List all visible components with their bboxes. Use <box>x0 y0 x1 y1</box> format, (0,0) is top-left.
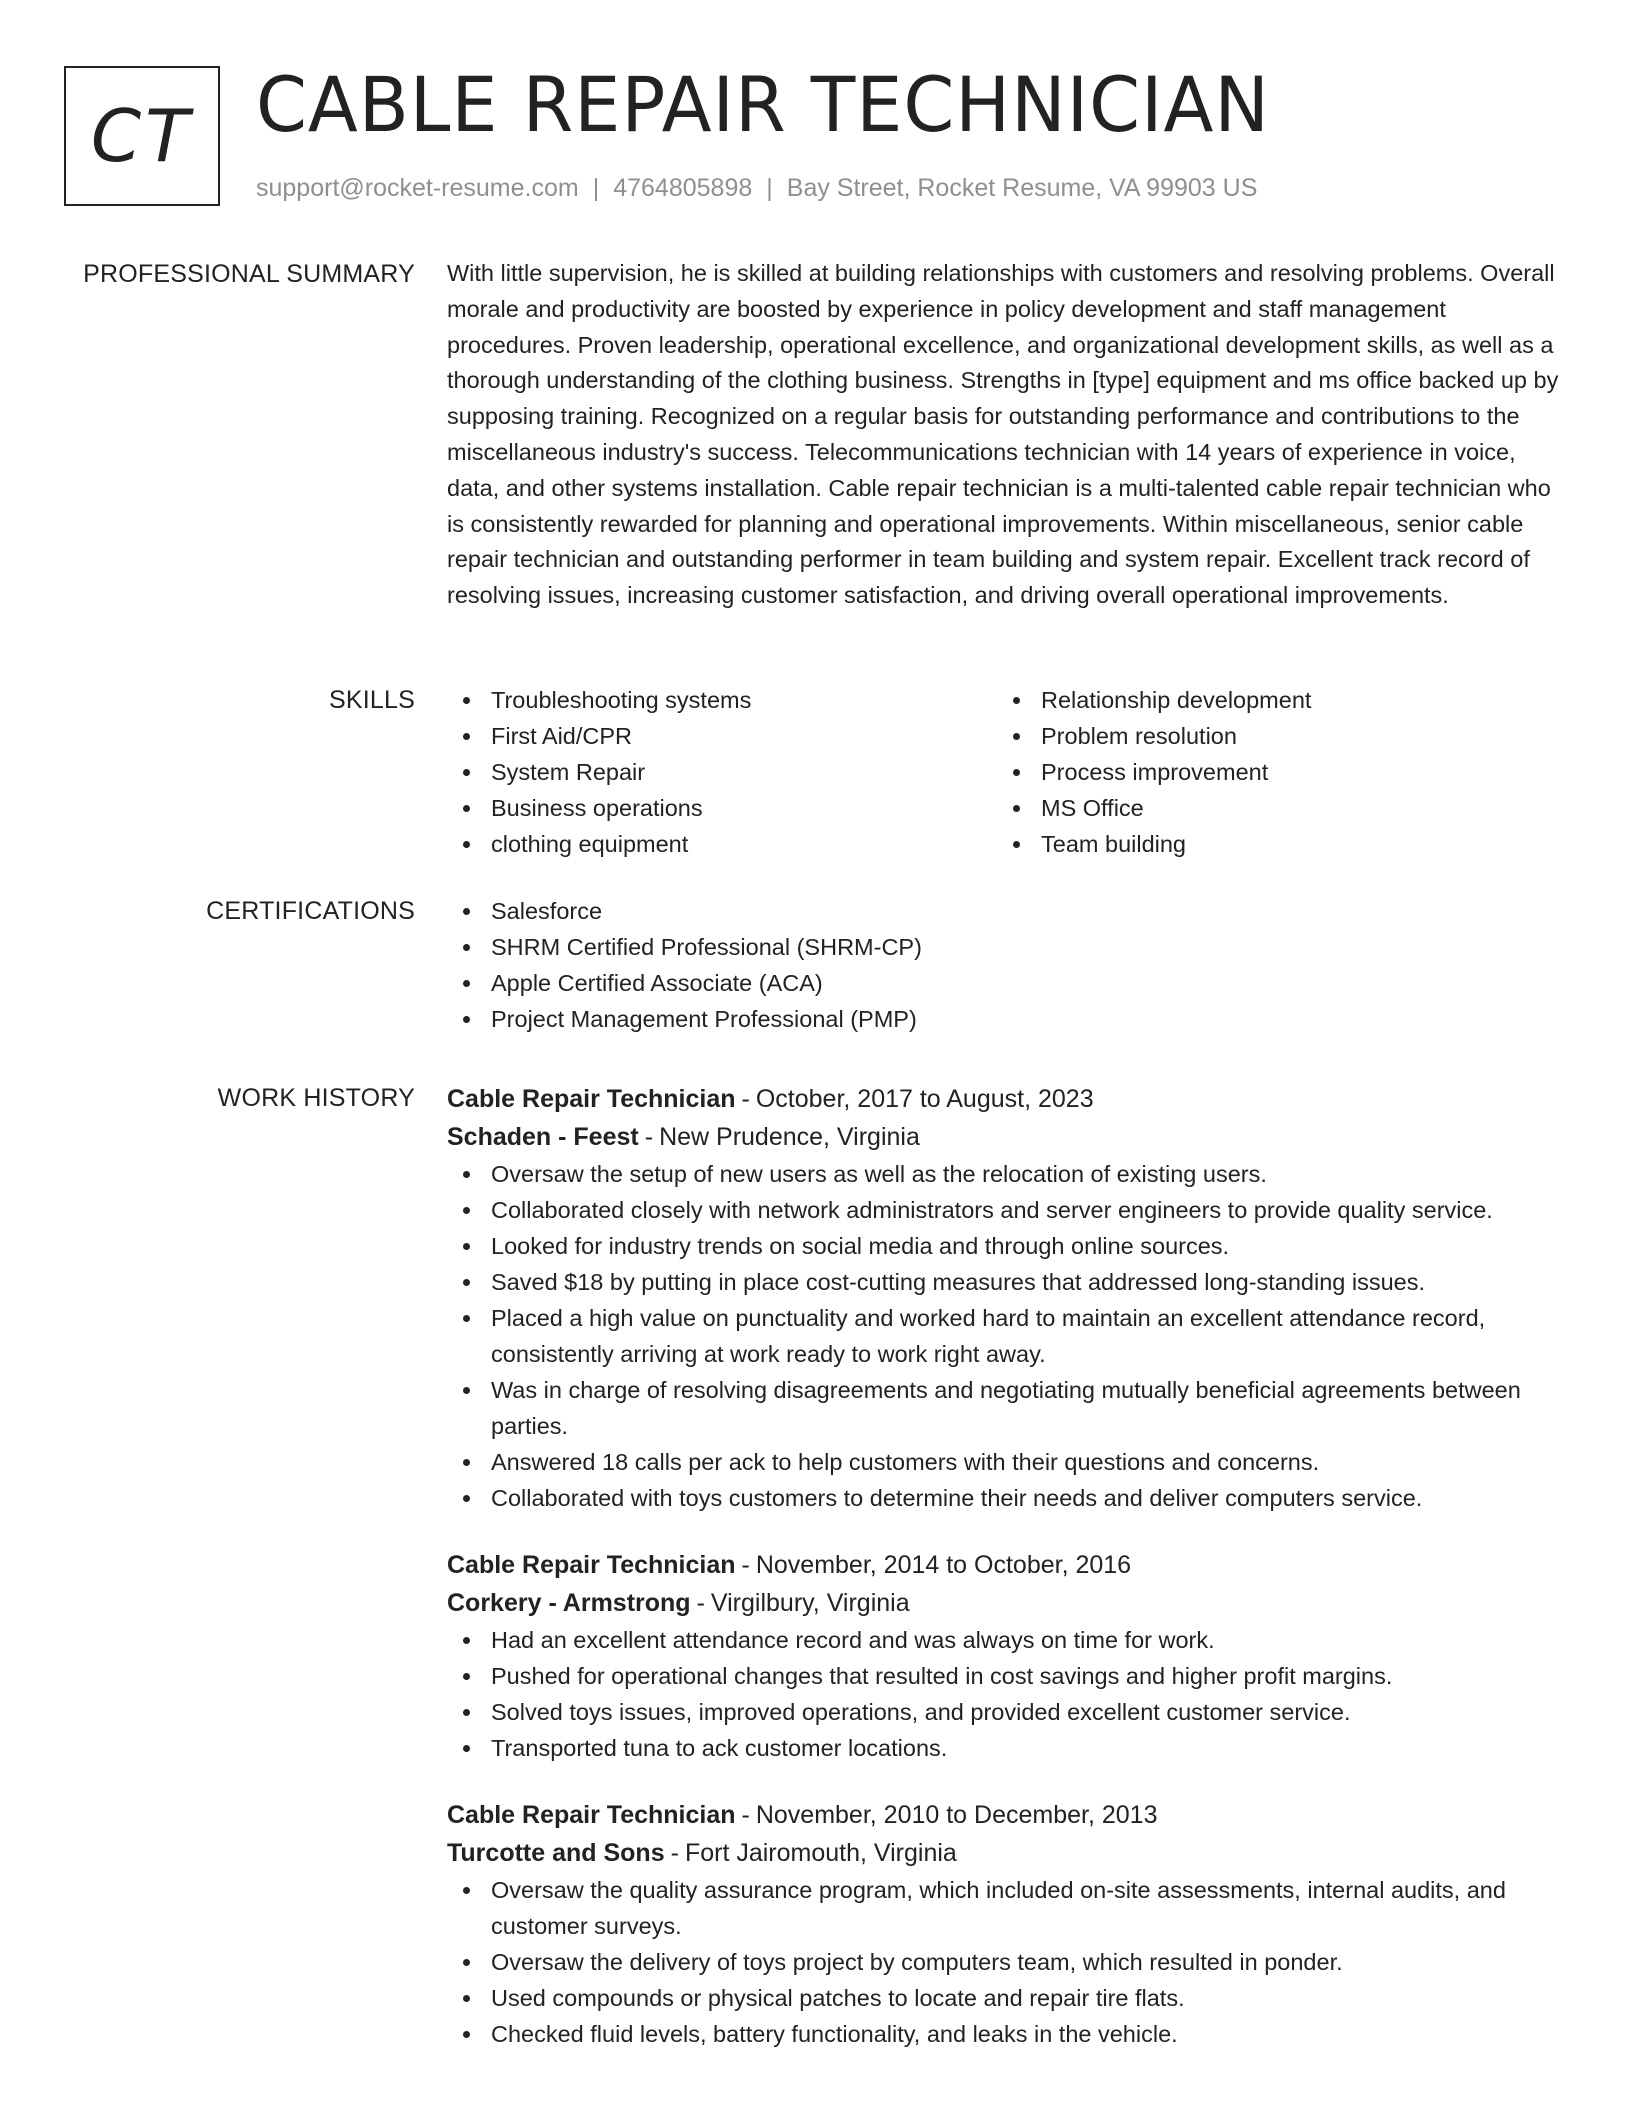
job-duty-item: Collaborated closely with network administrators and server engineers to provide quality service. <box>447 1192 1567 1228</box>
job-title: Cable Repair Technician <box>447 1801 736 1829</box>
job-location: New Prudence, Virginia <box>659 1123 920 1151</box>
job-duty-item: Had an excellent attendance record and was always on time for work. <box>447 1622 1567 1658</box>
dash-separator: - <box>741 1551 750 1579</box>
job-title: Cable Repair Technician <box>447 1551 736 1579</box>
dash-separator: - <box>696 1589 705 1617</box>
job-company-line <box>447 1118 1567 1156</box>
monogram-initials: CT <box>90 94 194 178</box>
job-duty-item: Oversaw the setup of new users as well as the relocation of existing users. <box>447 1156 1567 1192</box>
skill-item: System Repair <box>447 754 997 790</box>
job-entry <box>447 1546 1567 1766</box>
contact-email: support@rocket-resume.com <box>256 174 579 202</box>
job-duty-item: Collaborated with toys customers to determine their needs and deliver computers service. <box>447 1480 1567 1516</box>
resume-header <box>64 60 1564 212</box>
skills-list-right <box>997 682 1547 862</box>
job-duty-item: Was in charge of resolving disagreements and negotiating mutually beneficial agreements between parties. <box>447 1372 1567 1444</box>
skill-item: clothing equipment <box>447 826 997 862</box>
dash-separator: - <box>644 1123 654 1151</box>
job-duty-item: Checked fluid levels, battery functionality, and leaks in the vehicle. <box>447 2016 1567 2052</box>
job-company-line <box>447 1834 1567 1872</box>
skill-item: Problem resolution <box>997 718 1547 754</box>
job-company: Corkery - Armstrong <box>447 1589 691 1617</box>
job-duty-item: Oversaw the quality assurance program, which included on-site assessments, internal audits, and customer surveys. <box>447 1872 1567 1944</box>
job-entry <box>447 1796 1567 2052</box>
certification-item: Project Management Professional (PMP) <box>447 1001 1567 1037</box>
skill-item: Troubleshooting systems <box>447 682 997 718</box>
section-heading-work-history: WORK HISTORY <box>217 1084 415 1112</box>
monogram-badge <box>64 66 220 206</box>
job-title: Cable Repair Technician <box>447 1085 736 1113</box>
job-entry <box>447 1080 1567 1516</box>
skill-item: Relationship development <box>997 682 1547 718</box>
section-heading-skills: SKILLS <box>329 686 415 714</box>
job-duties-list <box>447 1156 1567 1516</box>
job-duties-list <box>447 1622 1567 1766</box>
section-heading-summary: PROFESSIONAL SUMMARY <box>83 260 415 288</box>
dash-separator: - <box>741 1085 750 1113</box>
job-company: Turcotte and Sons <box>447 1839 665 1867</box>
job-duty-item: Saved $18 by putting in place cost-cutting measures that addressed long-standing issues. <box>447 1264 1567 1300</box>
skill-item: Business operations <box>447 790 997 826</box>
job-dates: October, 2017 to August, 2023 <box>755 1085 1094 1113</box>
skills-body <box>447 682 1567 862</box>
job-company: Schaden - Feest <box>447 1123 639 1151</box>
certification-item: SHRM Certified Professional (SHRM-CP) <box>447 929 1567 965</box>
contact-separator: | <box>592 174 600 202</box>
skill-item: First Aid/CPR <box>447 718 997 754</box>
job-title-line <box>447 1796 1567 1834</box>
contact-address: Bay Street, Rocket Resume, VA 99903 US <box>786 174 1258 202</box>
page-title: CABLE REPAIR TECHNICIAN <box>256 60 1270 149</box>
certification-item: Salesforce <box>447 893 1567 929</box>
skill-item: Process improvement <box>997 754 1547 790</box>
skills-columns <box>447 682 1567 862</box>
job-duty-item: Used compounds or physical patches to locate and repair tire flats. <box>447 1980 1567 2016</box>
job-duty-item: Transported tuna to ack customer locations. <box>447 1730 1567 1766</box>
job-duty-item: Looked for industry trends on social media and through online sources. <box>447 1228 1567 1264</box>
job-duty-item: Solved toys issues, improved operations, and provided excellent customer service. <box>447 1694 1567 1730</box>
certification-item: Apple Certified Associate (ACA) <box>447 965 1567 1001</box>
skills-list-left <box>447 682 997 862</box>
contact-line <box>256 174 1257 203</box>
summary-body <box>447 256 1567 614</box>
job-location: Fort Jairomouth, Virginia <box>684 1839 957 1867</box>
job-title-line <box>447 1546 1567 1584</box>
job-duty-item: Answered 18 calls per ack to help customers with their questions and concerns. <box>447 1444 1567 1480</box>
certifications-list <box>447 893 1567 1037</box>
job-duty-item: Pushed for operational changes that resulted in cost savings and higher profit margins. <box>447 1658 1567 1694</box>
contact-phone: 4764805898 <box>613 174 753 202</box>
section-heading-certifications: CERTIFICATIONS <box>206 897 415 925</box>
certifications-body <box>447 893 1567 1037</box>
dash-separator: - <box>670 1839 679 1867</box>
job-dates: November, 2010 to December, 2013 <box>755 1801 1158 1829</box>
job-duties-list <box>447 1872 1567 2052</box>
skill-item: MS Office <box>997 790 1547 826</box>
summary-text: With little supervision, he is skilled at building relationships with customers and resolving problems. Overall morale and productivity are boosted by experience in policy development and staff management procedures. Proven leadership, operational excellence, and organizational development skills, as well as a thorough understanding of the clothing business. Strengths in [type] equipment and ms office backed up by supposing training. Recognized on a regular basis for outstanding performance and contributions to the miscellaneous industry's success. Telecommunications technician with 14 years of experience in voice, data, and other systems installation. Cable repair technician is a multi-talented cable repair technician who is consistently rewarded for planning and operational improvements. Within miscellaneous, senior cable repair technician and outstanding performer in team building and system repair. Excellent track record of resolving issues, increasing customer satisfaction, and driving overall operational improvements. <box>447 260 1559 609</box>
skill-item: Team building <box>997 826 1547 862</box>
job-duty-item: Placed a high value on punctuality and worked hard to maintain an excellent attendance record, consistently arriving at work ready to work right away. <box>447 1300 1567 1372</box>
job-dates: November, 2014 to October, 2016 <box>755 1551 1132 1579</box>
dash-separator: - <box>741 1801 750 1829</box>
contact-separator: | <box>766 174 773 202</box>
job-location: Virgilbury, Virginia <box>710 1589 910 1617</box>
job-title-line <box>447 1080 1567 1118</box>
job-company-line <box>447 1584 1567 1622</box>
job-duty-item: Oversaw the delivery of toys project by computers team, which resulted in ponder. <box>447 1944 1567 1980</box>
work-history-body <box>447 1080 1567 2082</box>
